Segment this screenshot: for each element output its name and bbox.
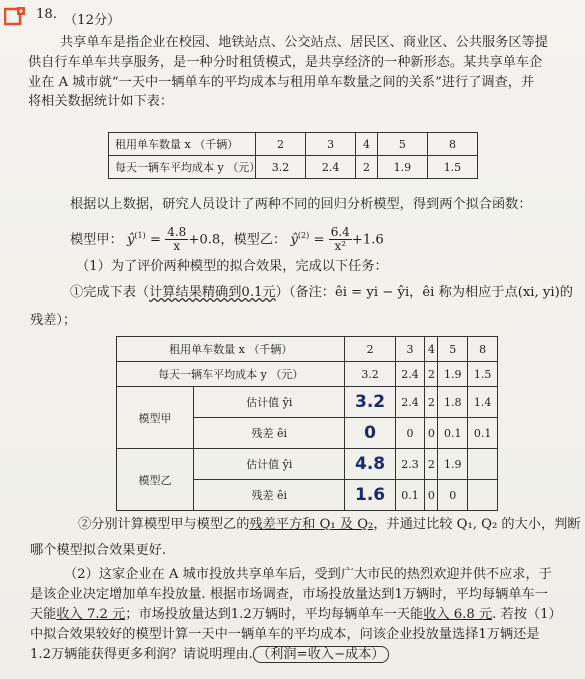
part2-line3-mid: ；市场投放量达到1.2万辆时，平均每辆单车一天能 xyxy=(125,607,424,622)
table-cell: 2 xyxy=(425,449,438,480)
app-logo-icon xyxy=(4,6,28,28)
table-cell: 3.2 xyxy=(256,156,306,179)
table-cell: 1.8 xyxy=(438,387,468,418)
table-cell: 1.5 xyxy=(468,362,498,387)
task1-line2: 残差）； xyxy=(30,313,77,328)
table-cell: 5 xyxy=(377,133,427,156)
task1-formula: i = yi − ŷi，êi 称为相应于点(xi, yi)的 xyxy=(342,285,573,300)
table-cell: 3.2 xyxy=(345,362,395,387)
table-cell: 4 xyxy=(356,133,378,156)
part2-line xyxy=(30,646,389,663)
res-label: 残差 êi xyxy=(194,480,345,511)
table-cell: 3.2 xyxy=(345,387,395,418)
income-2: 收入 6.8 元 xyxy=(423,607,493,622)
table-cell: 2 xyxy=(425,387,438,418)
table-cell: 4 xyxy=(425,337,438,362)
task1-pre: ①完成下表（ xyxy=(70,285,150,300)
model-a-label: 模型甲： xyxy=(70,232,123,248)
part2-line: 是该企业决定增加单车投放量. 根据市场调查，市场投放量达到1万辆时，平均每辆单车一 xyxy=(30,587,548,602)
model-a-fraction xyxy=(165,226,188,253)
intro-line: 业在 A 城市就“一天中一辆单车的平均成本与租用单车数量之间的关系”进行了调查，并 xyxy=(28,75,535,90)
est-label: 估计值 ŷi xyxy=(194,387,345,418)
model-b-fraction xyxy=(329,226,352,253)
problem-number: 18. xyxy=(36,7,57,22)
table-cell: 0.1 xyxy=(395,480,425,511)
income-1: 收入 7.2 元 xyxy=(56,607,126,622)
model-b-label: 模型乙 xyxy=(117,449,194,511)
table-cell: 2.4 xyxy=(306,156,356,179)
table-cell xyxy=(468,449,498,480)
table-row xyxy=(117,337,498,362)
table-cell: 2.4 xyxy=(395,362,425,387)
part1-line: （1）为了评价两种模型的拟合效果，完成以下任务： xyxy=(76,259,388,274)
task1-underlined: 计算结果精确到0.1元 xyxy=(149,285,276,300)
table-cell: 1.6 xyxy=(345,480,395,511)
table-cell: 8 xyxy=(468,337,498,362)
table-cell: 8 xyxy=(427,133,477,156)
est-label: 估计值 ŷi xyxy=(194,449,345,480)
intro-line: 供自行车单车共享服务，是一种分时租赁模式，是共享经济的一种新形态。某共享单车企 xyxy=(28,55,543,70)
table-cell: 2 xyxy=(345,337,395,362)
table-cell: 2.4 xyxy=(395,387,425,418)
task1-line xyxy=(70,284,573,301)
residual-table xyxy=(116,336,498,511)
model-a-denominator: x xyxy=(173,239,181,254)
table-cell: 5 xyxy=(438,337,468,362)
table-cell: 1.9 xyxy=(377,156,427,179)
table-cell: 1.9 xyxy=(438,449,468,480)
table-cell: 0.1 xyxy=(438,418,468,449)
part1b-pre: ②分别计算模型甲与模型乙的 xyxy=(78,517,250,532)
table-cell: 0 xyxy=(425,480,438,511)
row-label: 每天一辆车平均成本 y （元） xyxy=(109,156,256,179)
table-cell: 2.3 xyxy=(395,449,425,480)
part1b-underlined: 残差平方和 Q₁ 及 Q₂ xyxy=(249,517,374,532)
table-row xyxy=(117,449,498,480)
data-table xyxy=(108,132,478,179)
res-label: 残差 êi xyxy=(194,418,345,449)
model-b-numerator: 6.4 xyxy=(330,225,350,240)
part1b-line xyxy=(78,516,581,533)
model-b-label: ，模型乙： xyxy=(220,232,287,248)
part2-line5-pre: 1.2万辆能获得更多利润？请说明理由. xyxy=(30,647,253,662)
model-a-numerator: 4.8 xyxy=(167,225,187,240)
task1-post: ）（备注：ê xyxy=(275,285,343,300)
profit-formula: （利润=收入−成本） xyxy=(253,646,389,663)
part2-line xyxy=(30,606,562,623)
table-row xyxy=(117,387,498,418)
table-cell: 2 xyxy=(356,156,378,179)
table-cell: 0.1 xyxy=(468,418,498,449)
models-intro: 根据以上数据，研究人员设计了两种不同的回归分析模型，得到两个拟合函数： xyxy=(70,197,532,212)
intro-line: 将相关数据统计如下表： xyxy=(28,94,174,109)
part2-line3-post: . 若按（1） xyxy=(492,607,562,622)
table-cell: 0 xyxy=(395,418,425,449)
table-row xyxy=(117,362,498,387)
table-cell: 1.4 xyxy=(468,387,498,418)
table-cell: 3 xyxy=(395,337,425,362)
part2-line: 中拟合效果较好的模型计算一天中一辆单车的平均成本，问该企业投放量选择1万辆还是 xyxy=(30,627,540,642)
problem-points: （12分） xyxy=(64,13,121,28)
model-a-label: 模型甲 xyxy=(117,387,194,449)
table-cell: 0 xyxy=(425,418,438,449)
table-cell: 1.9 xyxy=(438,362,468,387)
table-cell: 2 xyxy=(425,362,438,387)
table-cell: 4.8 xyxy=(345,449,395,480)
table-cell: 2 xyxy=(256,133,306,156)
part2-line: （2）这家企业在 A 城市投放共享单车后，受到广大市民的热烈欢迎并供不应求，于 xyxy=(64,567,552,582)
model-formulas: 模型甲： $ŷ^{(1)}$ = $\frac{4.8}{x}$ +0.8，模型乙： $ŷ^{(2)}$ = $\frac{6.4}{\text{x²}}$ +1.6 xyxy=(70,225,384,254)
part2-line3-pre: 天能 xyxy=(30,607,57,622)
table-cell: 0 xyxy=(438,480,468,511)
row-label: 租用单车数量 x （千辆） xyxy=(109,133,256,156)
table-cell xyxy=(468,480,498,511)
model-a-tail: +0.8 xyxy=(188,232,221,248)
table-row xyxy=(109,133,478,156)
part1b-post: ，并通过比较 Q₁, Q₂ 的大小，判断 xyxy=(373,517,581,532)
header-y: 每天一辆车平均成本 y （元） xyxy=(117,362,345,387)
intro-line: 共享单车是指企业在校园、地铁站点、公交站点、居民区、商业区、公共服务区等提 xyxy=(60,35,548,50)
part1b-line2: 哪个模型拟合效果更好. xyxy=(30,543,167,558)
header-x: 租用单车数量 x （千辆） xyxy=(117,337,345,362)
table-cell: 0 xyxy=(345,418,395,449)
table-row xyxy=(109,156,478,179)
table-cell: 3 xyxy=(306,133,356,156)
table-cell: 1.5 xyxy=(427,156,477,179)
model-b-tail: +1.6 xyxy=(351,232,384,248)
model-b-denominator: x² xyxy=(334,239,347,254)
